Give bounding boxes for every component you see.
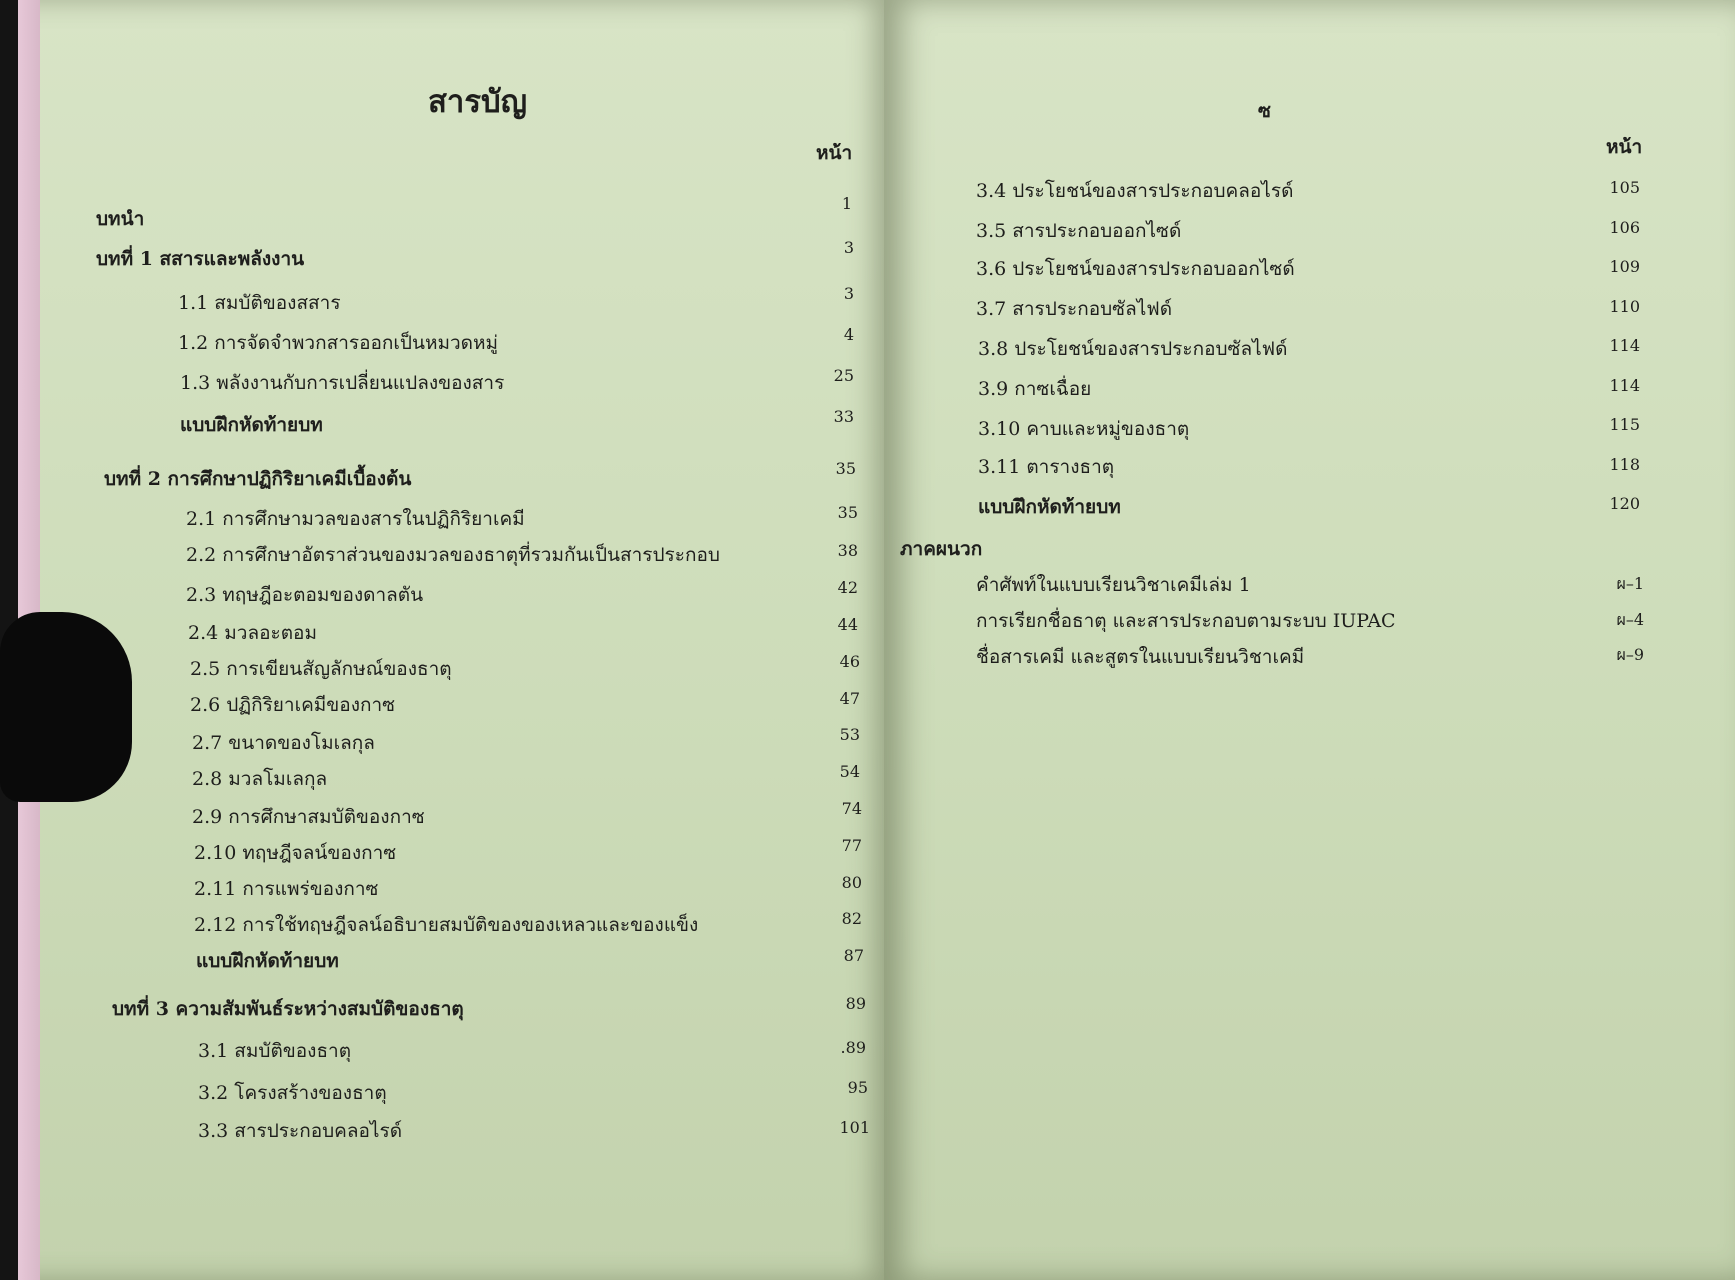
toc-page-number: 115 [1609,415,1640,434]
toc-section: 3.10 คาบและหมู่ของธาตุ [978,418,1190,440]
toc-exercise: แบบฝึกหัดท้ายบท [196,950,339,972]
page-letter: ซ [1258,100,1271,122]
toc-section: 3.11 ตารางธาตุ [978,456,1115,478]
toc-exercise: แบบฝึกหัดท้ายบท [978,496,1121,518]
toc-section: 3.1 สมบัติของธาตุ [198,1040,352,1062]
toc-section: 2.2 การศึกษาอัตราส่วนของมวลของธาตุที่รวมกันเป็นสารประกอบ [186,544,720,566]
toc-page-number: 82 [841,909,862,928]
page-title: สารบัญ [428,84,528,120]
toc-page-number: 77 [841,836,862,855]
toc-section: 3.2 โครงสร้างของธาตุ [198,1082,387,1104]
toc-page-number: 46 [839,652,860,671]
thumb-shadow [0,612,132,802]
toc-page-number: 118 [1609,455,1640,474]
toc-section: 2.11 การแพร่ของกาซ [194,878,379,900]
toc-page-number: 35 [837,503,858,522]
toc-section: 2.3 ทฤษฎีอะตอมของดาลตัน [186,584,424,606]
toc-page-number: 105 [1609,178,1640,197]
toc-section: 3.4 ประโยชน์ของสารประกอบคลอไรด์ [976,180,1294,202]
toc-page-number: 89 [845,994,866,1013]
toc-page-number: 95 [847,1078,868,1097]
toc-section: 2.12 การใช้ทฤษฎีจลน์อธิบายสมบัติของของเหลวและของแข็ง [194,914,699,936]
toc-page-number: 109 [1609,257,1640,276]
toc-chapter-2: บทที่ 2 การศึกษาปฏิกิริยาเคมีเบื้องต้น [104,468,412,490]
toc-page-number: 110 [1609,297,1640,316]
toc-exercise: แบบฝึกหัดท้ายบท [180,414,323,436]
toc-page-number: 3 [843,284,854,303]
toc-page-number: 114 [1609,336,1640,355]
toc-page-number: ผ–4 [1616,610,1644,629]
toc-page-number: 87 [843,946,864,965]
toc-appendix: ภาคผนวก [900,538,983,560]
toc-section: 2.4 มวลอะตอม [188,622,317,644]
toc-page-number: 106 [1609,218,1640,237]
page-column-header: หน้า [1606,136,1643,158]
toc-page-number: .89 [840,1038,866,1057]
toc-section: 2.8 มวลโมเลกุล [192,768,328,790]
toc-page-number: 47 [839,689,860,708]
toc-appendix-item: ชื่อสารเคมี และสูตรในแบบเรียนวิชาเคมี [976,646,1305,668]
toc-page-number: 33 [833,407,854,426]
toc-section: 3.8 ประโยชน์ของสารประกอบซัลไฟด์ [978,338,1288,360]
toc-appendix-item: คำศัพท์ในแบบเรียนวิชาเคมีเล่ม 1 [976,574,1251,596]
toc-page-number: 38 [837,541,858,560]
toc-page-number: 35 [835,459,856,478]
toc-section: 3.6 ประโยชน์ของสารประกอบออกไซด์ [976,258,1295,280]
toc-section: 2.9 การศึกษาสมบัติของกาซ [192,806,425,828]
toc-section: 2.7 ขนาดของโมเลกุล [192,732,375,754]
toc-section: 1.1 สมบัติของสสาร [178,292,341,314]
toc-section: 3.5 สารประกอบออกไซด์ [976,220,1182,242]
toc-section: 3.7 สารประกอบซัลไฟด์ [976,298,1173,320]
toc-chapter-1: บทที่ 1 สสารและพลังงาน [96,248,305,270]
toc-page-number: 3 [843,238,854,257]
toc-section: 2.6 ปฏิกิริยาเคมีของกาซ [190,694,396,716]
toc-section: 1.2 การจัดจำพวกสารออกเป็นหมวดหมู่ [178,332,499,354]
toc-page-number: 4 [843,325,854,344]
toc-section: 1.3 พลังงานกับการเปลี่ยนแปลงของสาร [180,372,505,394]
toc-page-number: 114 [1609,376,1640,395]
toc-section: 3.3 สารประกอบคลอไรด์ [198,1120,403,1142]
toc-page-number: ผ–1 [1616,574,1644,593]
toc-section: 3.9 กาซเฉื่อย [978,378,1092,400]
toc-page-number: 80 [841,873,862,892]
toc-page-number: 101 [839,1118,870,1137]
toc-page-number: 53 [839,725,860,744]
toc-page-number: 44 [837,615,858,634]
page-column-header: หน้า [816,142,853,164]
toc-chapter-3: บทที่ 3 ความสัมพันธ์ระหว่างสมบัติของธาตุ [112,998,464,1020]
toc-section: 2.1 การศึกษามวลของสารในปฏิกิริยาเคมี [186,508,525,530]
toc-page-number: 74 [841,799,862,818]
toc-entry-intro: บทนำ [96,208,145,230]
toc-section: 2.10 ทฤษฎีจลน์ของกาซ [194,842,397,864]
toc-page-number: 25 [833,366,854,385]
toc-page-number: 120 [1609,494,1640,513]
toc-section: 2.5 การเขียนสัญลักษณ์ของธาตุ [190,658,452,680]
toc-page-number: 54 [839,762,860,781]
toc-page-number: 42 [837,578,858,597]
toc-page-number: 1 [841,194,852,213]
toc-page-number: ผ–9 [1616,645,1644,664]
left-page [18,0,892,1280]
toc-appendix-item: การเรียกชื่อธาตุ และสารประกอบตามระบบ IUPAC [976,610,1396,632]
